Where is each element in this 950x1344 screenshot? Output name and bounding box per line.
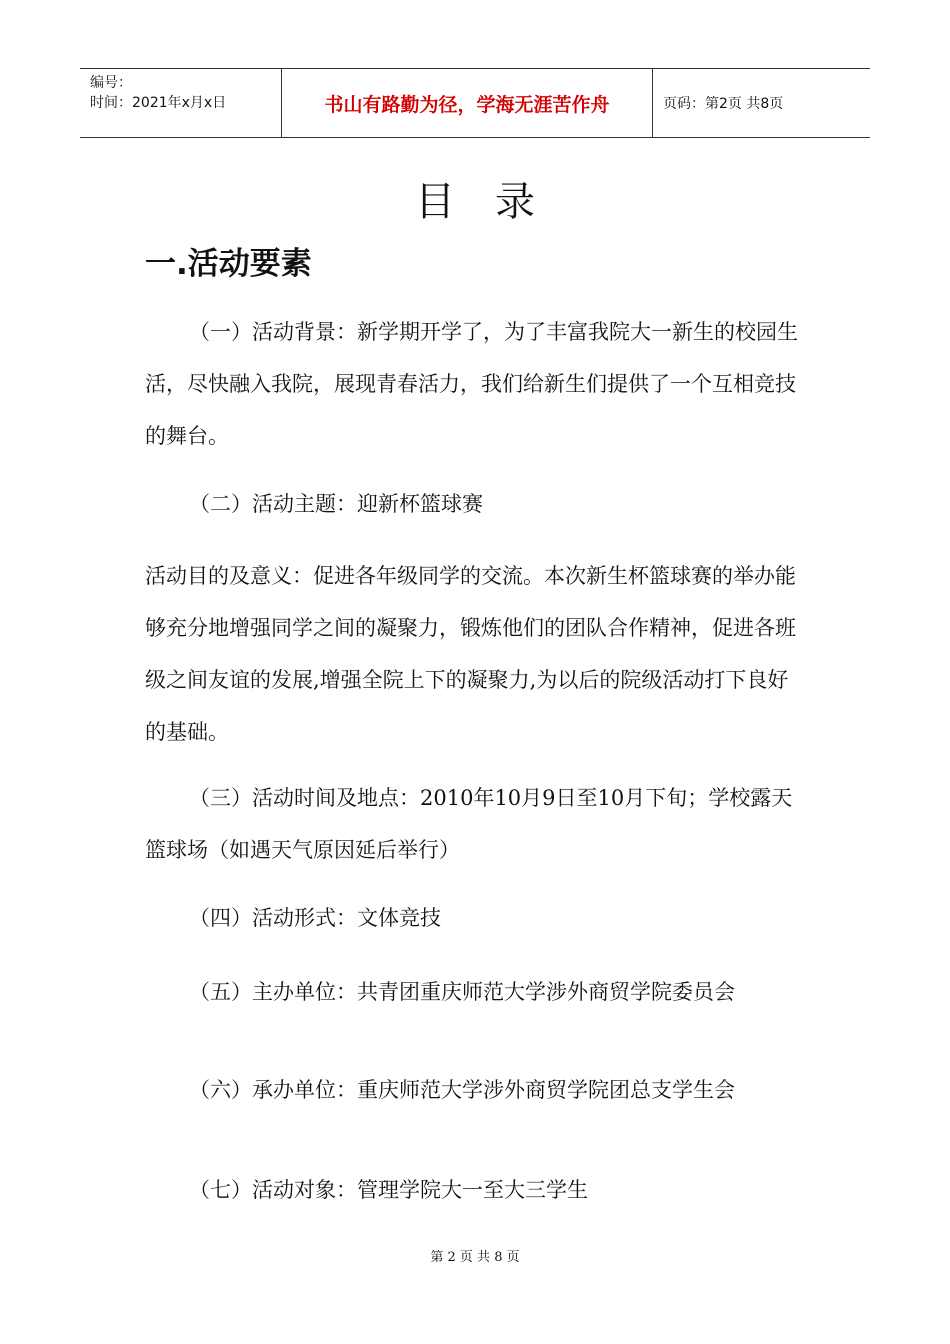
time-label: 时间：2021年x月x日 — [90, 95, 227, 111]
paragraph-form: （四）活动形式：文体竞技 — [189, 906, 441, 930]
number-label: 编号： — [90, 75, 132, 91]
paragraph-time-place: （三）活动时间及地点：2010年10月9日至10月下旬；学校露天篮球场（如遇天气原因延后举行） — [145, 786, 793, 862]
paragraph-purpose: 活动目的及意义：促进各年级同学的交流。本次新生杯篮球赛的举办能够充分地增强同学之间的凝聚力，锻炼他们的团队合作精神，促进各班级之间友谊的发展,增强全院上下的凝聚力,为以后的院级活动打下良好的基础。 — [145, 564, 796, 744]
header-meta — [80, 69, 282, 137]
header-page-info: 页码：第2页 共8页 — [663, 96, 784, 112]
header-motto: 书山有路勤为径，学海无涯苦作舟 — [282, 69, 653, 137]
paragraph-target: （七）活动对象：管理学院大一至大三学生 — [189, 1178, 588, 1202]
paragraph-organizer: （六）承办单位：重庆师范大学涉外商贸学院团总支学生会 — [189, 1078, 735, 1102]
page-footer: 第 2 页 共 8 页 — [430, 1250, 520, 1265]
paragraph-host: （五）主办单位：共青团重庆师范大学涉外商贸学院委员会 — [189, 980, 735, 1004]
section-title: 一.活动要素 — [145, 246, 312, 282]
page-header — [80, 68, 870, 138]
paragraph-theme: （二）活动主题：迎新杯篮球赛 — [189, 492, 483, 516]
paragraph-background: （一）活动背景：新学期开学了，为了丰富我院大一新生的校园生活，尽快融入我院，展现青春活力，我们给新生们提供了一个互相竞技的舞台。 — [145, 320, 798, 448]
document-title: 目录 — [415, 179, 575, 225]
